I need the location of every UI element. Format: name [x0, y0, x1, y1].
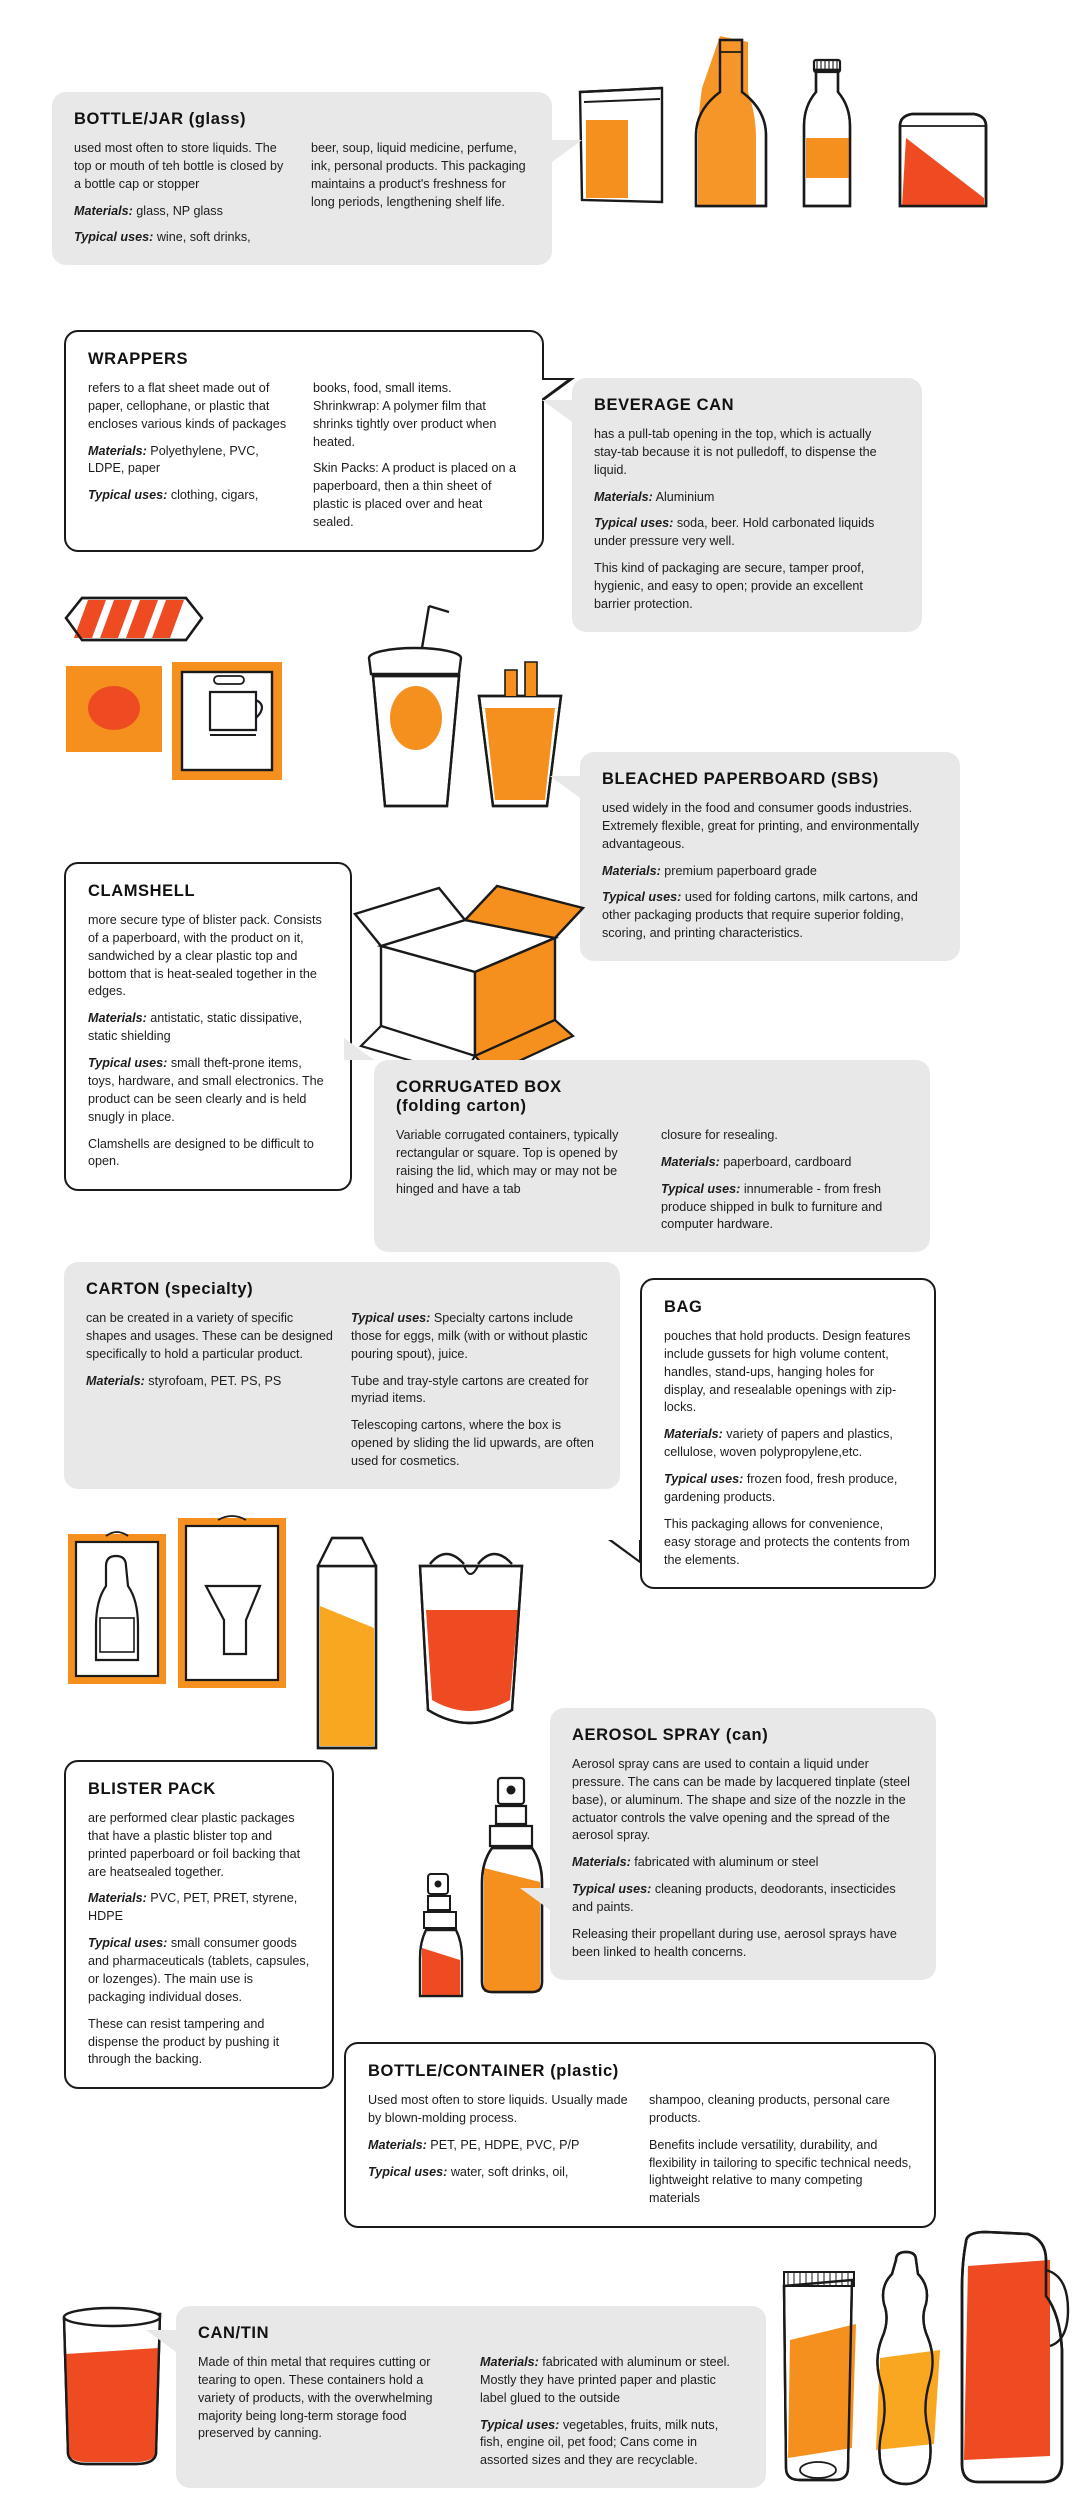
shrinkwrap-text: books, food, small items. Shrinkwrap: A polymer film that shrinks tightly over product when heated. [313, 380, 497, 449]
skinpacks-text: Skin Packs: A product is placed on a paperboard, then a thin sheet of plastic is placed over and heat sealed. [313, 461, 517, 530]
bubble-tail [520, 1888, 550, 1910]
description: more secure type of blister pack. Consists of a paperboard, with the product on it, sandwiched by a clear plastic top and bottom that is heat-sealed together in the edges. [88, 912, 322, 999]
materials-value: Polyethylene, PVC, LDPE, paper [88, 443, 259, 476]
materials-value: Aluminium [655, 489, 715, 504]
can-tin-illustration [50, 2296, 190, 2476]
materials-value: antistatic, static dissipative, static shielding [88, 1011, 303, 1044]
card-right-column [480, 2354, 744, 2470]
card-title: WRAPPERS [88, 350, 189, 368]
typical-uses-value: small consumer goods and pharmaceuticals (tablets, capsules, or lozenges). The main use is packaging individual doses. [88, 1936, 310, 2004]
typical-uses: Typical uses: Specialty cartons include those for eggs, milk (with or without plastic pouring spout), juice. [351, 1310, 588, 1361]
typical-uses-value: water, soft drinks, oil, [450, 2164, 569, 2179]
typical-uses: Typical uses: soda, beer. Hold carbonated liquids under pressure very well. [594, 516, 875, 549]
bubble-tail-fill [612, 1540, 639, 1560]
materials-value: premium paperboard grade [664, 863, 817, 878]
description: Aerosol spray cans are used to contain a liquid under pressure. The cans can be made by lacquered tinplate (steel base), or aluminum. The shape and size of the nozzle in the actuator controls the valve opening and the spread of the aerosol spray. [572, 1756, 910, 1843]
card-aerosol-spray [550, 1708, 936, 1980]
bubble-tail [250, 1738, 280, 1760]
card-beverage-can [572, 378, 922, 632]
description: has a pull-tab opening in the top, which is actually stay-tab because it is not pulledoff, to dispense the liquid. [594, 426, 877, 477]
typical-uses-value: Specialty cartons include those for eggs, milk (with or without plastic pouring spout), juice. [351, 1310, 588, 1361]
materials: Materials: Aluminium [594, 489, 715, 504]
materials-value: PET, PE, HDPE, PVC, P/P [430, 2137, 580, 2152]
typical-uses: Typical uses: clothing, cigars, [88, 488, 259, 503]
typical-uses-value: innumerable - from fresh produce shipped in bulk to furniture and computer hardware. [661, 1181, 883, 1232]
materials: Materials: fabricated with aluminum or steel. Mostly they have printed paper and plastic label glued to the outside [480, 2354, 730, 2405]
card-title: BEVERAGE CAN [594, 396, 735, 414]
card-right-column [351, 1310, 598, 1471]
typical-uses-value: frozen food, fresh produce, gardening products. [664, 1472, 898, 1504]
typical-uses: Typical uses: frozen food, fresh produce, gardening products. [664, 1472, 898, 1504]
typical-uses: Typical uses: water, soft drinks, oil, [368, 2164, 569, 2179]
card-bag [640, 1278, 936, 1589]
card-left-column [86, 1310, 333, 1471]
telescoping-text: Telescoping cartons, where the box is opened by sliding the lid upwards, are often used for cosmetics. [351, 1418, 594, 1469]
paperboard-cup-illustration [355, 600, 605, 840]
card-right-column [311, 140, 530, 247]
description-continued: closure for resealing. [661, 1127, 778, 1142]
benefits-text: Benefits include versatility, durability, and flexibility in tailoring to specific technical needs, lightweight relative to many competing materials [649, 2137, 912, 2206]
card-left-column [396, 1127, 643, 1234]
typical-uses: Typical uses: cleaning products, deodorants, insecticides and paints. [572, 1882, 896, 1915]
typical-uses: Typical uses: vegetables, fruits, milk nuts, fish, engine oil, pet food; Cans come in assorted sizes and they are recyclable. [480, 2417, 719, 2468]
card-bleached-paperboard [580, 752, 960, 961]
materials-value: styrofoam, PET. PS, PS [148, 1373, 282, 1388]
typical-uses: Typical uses: small theft-prone items, toys, hardware, and small electronics. The product can be seen clearly and is held snugly in place. [88, 1056, 324, 1124]
card-wrappers [64, 330, 544, 552]
typical-uses-value: wine, soft drinks, [156, 230, 251, 245]
card-right-column [313, 380, 520, 532]
materials-value: paperboard, cardboard [723, 1154, 852, 1169]
materials: Materials: fabricated with aluminum or steel [572, 1855, 819, 1870]
description: used widely in the food and consumer goods industries. Extremely flexible, great for printing, and environmentally advantageous. [602, 800, 920, 851]
materials: Materials: Polyethylene, PVC, LDPE, paper [88, 443, 259, 476]
card-title: CLAMSHELL [88, 882, 196, 900]
card-title: BOTTLE/CONTAINER (plastic) [368, 2062, 619, 2080]
card-title-line1: CORRUGATED BOX [396, 1078, 562, 1096]
materials: Materials: styrofoam, PET. PS, PS [86, 1373, 282, 1388]
card-blister-pack [64, 1760, 334, 2089]
tube-tray-text: Tube and tray-style cartons are created for myriad items. [351, 1373, 589, 1406]
typical-uses: Typical uses: innumerable - from fresh produce shipped in bulk to furniture and computer hardware. [661, 1181, 883, 1232]
extra-note: These can resist tampering and dispense the product by pushing it through the backing. [88, 2016, 280, 2067]
description: Made of thin metal that requires cutting or tearing to open. These containers hold a variety of products, with the overwhelming majority being long-term storage food preserved by canning. [198, 2354, 433, 2441]
materials: Materials: premium paperboard grade [602, 863, 817, 878]
typical-uses-value: vegetables, fruits, milk nuts, fish, engine oil, pet food; Cans come in assorted sizes and they are recyclable. [480, 2417, 719, 2468]
plastic-bottles-illustration [750, 2230, 1070, 2510]
wrappers-illustration [60, 580, 360, 840]
card-title: BOTTLE/JAR (glass) [74, 110, 247, 128]
description: Variable corrugated containers, typically rectangular or square. Top is opened by raising the lid, which may or may not be hinged and have a tab [396, 1127, 619, 1196]
card-title: CAN/TIN [198, 2324, 270, 2342]
card-carton-specialty [64, 1262, 620, 1489]
description: used most often to store liquids. The top or mouth of teh bottle is closed by a bottle cap or stopper [74, 140, 284, 191]
description: refers to a flat sheet made out of paper, cellophane, or plastic that encloses various kinds of packages [88, 380, 287, 431]
card-bottle-jar-glass [52, 92, 552, 265]
card-right-column [649, 2092, 912, 2208]
extra-note: This packaging allows for convenience, easy storage and protects the contents from the elements. [664, 1516, 910, 1567]
description: Used most often to store liquids. Usually made by blown-molding process. [368, 2092, 628, 2125]
description-continued: beer, soup, liquid medicine, perfume, ink, personal products. This packaging maintains a product's freshness for long periods, lengthening shelf life. [311, 140, 526, 209]
typical-uses-value: clothing, cigars, [170, 488, 259, 503]
blister-pack-carton-illustration [60, 1500, 620, 1800]
card-right-column [661, 1127, 908, 1234]
typical-uses-value: used for folding cartons, milk cartons, and other packaging products that require superior folding, scoring, and printing characteristics. [602, 890, 918, 941]
materials-value: fabricated with aluminum or steel [634, 1855, 819, 1870]
extra-note: Clamshells are designed to be difficult to open. [88, 1136, 314, 1169]
card-title: AEROSOL SPRAY (can) [572, 1726, 769, 1744]
typical-uses-value: cleaning products, deodorants, insecticides and paints. [572, 1882, 896, 1915]
typical-uses: Typical uses: used for folding cartons, milk cartons, and other packaging products that require superior folding, scoring, and printing characteristics. [602, 890, 918, 941]
extra-note: Releasing their propellant during use, aerosol sprays have been linked to health concerns. [572, 1926, 897, 1959]
description: are performed clear plastic packages that have a plastic blister top and printed paperboard or foil backing that are heatsealed together. [88, 1810, 301, 1879]
materials: Materials: PET, PE, HDPE, PVC, P/P [368, 2137, 580, 2152]
card-title: CARTON (specialty) [86, 1280, 254, 1298]
bubble-tail-fill [540, 380, 567, 400]
typical-uses: Typical uses: wine, soft drinks, [74, 230, 251, 245]
typical-uses: Typical uses: small consumer goods and pharmaceuticals (tablets, capsules, or lozenges). The main use is packaging individual doses. [88, 1936, 310, 2004]
card-left-column [368, 2092, 631, 2208]
materials-value: PVC, PET, PRET, styrene, HDPE [88, 1891, 298, 1924]
card-bottle-container-plastic [344, 2042, 936, 2228]
materials: Materials: glass, NP glass [74, 203, 223, 218]
materials: Materials: antistatic, static dissipative, static shielding [88, 1011, 303, 1044]
typical-uses-value: small theft-prone items, toys, hardware, and small electronics. The product can be seen clearly and is held snugly in place. [88, 1056, 324, 1124]
materials: Materials: paperboard, cardboard [661, 1154, 852, 1169]
card-title-line2: (folding carton) [396, 1096, 527, 1115]
card-title: BLISTER PACK [88, 1780, 216, 1798]
typical-uses-continued: shampoo, cleaning products, personal care products. [649, 2092, 890, 2125]
bubble-tail [552, 140, 582, 162]
description: can be created in a variety of specific shapes and usages. These can be designed specifically to hold a particular product. [86, 1310, 333, 1361]
card-left-column [88, 380, 295, 532]
bubble-tail [344, 1038, 374, 1060]
glass-bottle-jar-illustration [570, 30, 1070, 210]
bubble-tail [146, 2330, 176, 2352]
card-left-column [198, 2354, 462, 2470]
materials-value: fabricated with aluminum or steel. Mostly they have printed paper and plastic label glued to the outside [480, 2354, 730, 2405]
card-left-column [74, 140, 293, 247]
card-title: BLEACHED PAPERBOARD (SBS) [602, 770, 879, 788]
bubble-tail [550, 776, 580, 798]
card-title: BAG [664, 1298, 703, 1316]
card-can-tin [176, 2306, 766, 2488]
card-clamshell [64, 862, 352, 1191]
description: pouches that hold products. Design features include gussets for high volume content, handles, stand-ups, hanging holes for display, and resealable openings with zip-locks. [664, 1328, 911, 1415]
bubble-tail [542, 400, 572, 422]
materials: Materials: variety of papers and plastics, cellulose, woven polypropylene,etc. [664, 1427, 893, 1460]
materials-value: variety of papers and plastics, cellulose, woven polypropylene,etc. [664, 1427, 893, 1460]
materials: Materials: PVC, PET, PRET, styrene, HDPE [88, 1891, 298, 1924]
bubble-tail [276, 840, 306, 862]
typical-uses-value: soda, beer. Hold carbonated liquids under pressure very well. [594, 516, 875, 549]
corrugated-box-illustration [345, 880, 605, 1080]
extra-note: This kind of packaging are secure, tamper proof, hygienic, and easy to open; provide an excellent barrier protection. [594, 561, 865, 611]
card-title [396, 1078, 908, 1116]
card-corrugated-box [374, 1060, 930, 1252]
materials-value: glass, NP glass [136, 203, 223, 218]
